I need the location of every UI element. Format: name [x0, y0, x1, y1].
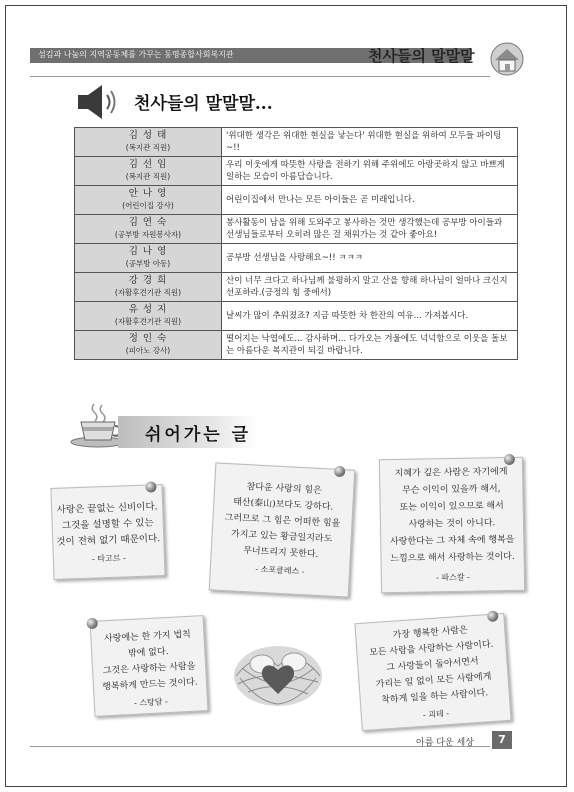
person-name: 안 나 영: [128, 188, 168, 199]
person-name: 김 선 임: [128, 159, 168, 170]
person-role: (공부방 자원봉사자): [114, 230, 182, 239]
message-text: 날씨가 많이 추워졌죠? 지금 따뜻한 차 한잔의 여유... 가져봅시다.: [226, 311, 469, 321]
quote-author: - 스탕달 -: [133, 697, 168, 708]
footer-label: 아름 다운 세상: [416, 738, 474, 748]
pushpin-icon: [86, 618, 98, 630]
section2-title: 쉬어가는 글: [145, 425, 252, 445]
message-text: 어린이집에서 만나는 모든 아이들은 곧 미래입니다.: [226, 195, 415, 205]
heart-nest-image: [228, 618, 328, 714]
quote-author: - 타고르 -: [91, 553, 126, 564]
quote-author: - 파스칼 -: [435, 572, 470, 583]
header-rule: [30, 76, 490, 77]
table-row: [75, 302, 518, 331]
message-text: 공부방 선생님을 사랑해요~!! ㅋㅋㅋ: [226, 253, 363, 263]
message-text: 우리 이웃에게 따뜻한 사랑을 전하기 위해 주위에도 아랑곳하지 않고 바쁘게 일하는 모습이 아름답습니다.: [226, 160, 505, 182]
quote-author: - 소포클레스 -: [255, 564, 305, 577]
message-text: 봉사활동이 남을 위해 도와주고 봉사하는 것만 생각했는데 공부방 아이들과 선생님들로부터 오히려 많은 걸 채워가는 것 같아 좋아요!: [226, 218, 503, 240]
person-role: (어린이집 강사): [122, 201, 174, 210]
quote-note-stendhal: 사랑에는 한 가지 법칙 밖에 없다. 그것은 사랑하는 사람을 행복하게 만드는 것이다. - 스탕달 -: [90, 615, 209, 717]
message-text: '위대한 생각은 위대한 현실을 낳는다' 위대한 현실을 위하여 모두들 파이팅~!!: [226, 131, 502, 153]
person-role: (복지관 직원): [125, 172, 171, 181]
person-name: 유 성 지: [128, 304, 168, 315]
person-role: (복지관 직원): [125, 143, 171, 152]
table-row: [75, 331, 518, 360]
person-name: 강 경 희: [128, 275, 168, 286]
person-role: (공부방 아동): [125, 259, 171, 268]
quote-note-tagore: 사랑은 끝없는 신비이다. 그것을 설명할 수 있는 것이 전혀 없기 때문이다. - 타고르 -: [50, 484, 165, 580]
section1-title: 천사들의 말말말...: [134, 94, 273, 114]
quote-author: - 괴테 -: [422, 709, 450, 720]
table-row: [75, 273, 518, 302]
header-title: 천사들의 말말말: [368, 47, 475, 65]
table-row: [75, 215, 518, 244]
person-name: 정 인 숙: [128, 333, 168, 344]
person-name: 김 연 숙: [128, 217, 168, 228]
table-row: [75, 157, 518, 186]
table-row: [75, 128, 518, 157]
quote-note-pascal: 지혜가 깊은 사람은 자기에게 무슨 이익이 있을까 해서, 또는 이익이 있으므로 해서 사랑하는 것이 아니다. 사랑한다는 그 자체 속에 행복을 느낌으로 해서 사랑하는 것이다. - 파스칼 -: [379, 457, 525, 593]
person-role: (피아노 강사): [125, 346, 171, 355]
quote-note-sophocles: 참다운 사랑의 힘은 태산(泰山)보다도 강하다. 그러므로 그 힘은 어떠한 힘을 가지고 있는 황금일지라도 무너뜨리지 못한다. - 소포클레스 -: [209, 462, 356, 597]
table-row: [75, 186, 518, 215]
house-icon: [487, 40, 527, 76]
person-role: (자활후견기관 직원): [114, 317, 182, 326]
messages-table: [74, 127, 518, 360]
page-number: 7: [492, 731, 512, 749]
person-name: 김 성 태: [128, 130, 168, 141]
quote-note-goethe: 가장 행복한 사람은 모든 사람을 사랑하는 사람이다. 그 사랑들이 돌아서면서 가리는 일 없이 모든 사람에게 착하게 일을 하는 사람이다. - 괴테 -: [354, 613, 511, 731]
person-name: 김 나 영: [128, 246, 168, 257]
speaker-icon: [74, 82, 118, 122]
message-text: 산이 너무 크다고 하나님께 불평하지 말고 산을 향해 하나님이 얼마나 크신지 선포하라.(긍정의 힘 중에서): [226, 276, 508, 298]
message-text: 떨어지는 낙엽에도... 감사하며... 다가오는 겨울에도 넉넉함으로 이웃을 돌보는 아름다운 복지관이 되길 바랍니다.: [226, 334, 508, 356]
person-role: (자활후견기관 직원): [114, 288, 182, 297]
header-strip-text: 섬김과 나눔의 지역공동체를 가꾸는 동명종합사회복지관: [38, 50, 234, 59]
pushpin-icon: [334, 466, 346, 478]
pushpin-icon: [145, 481, 156, 492]
table-row: [75, 244, 518, 273]
